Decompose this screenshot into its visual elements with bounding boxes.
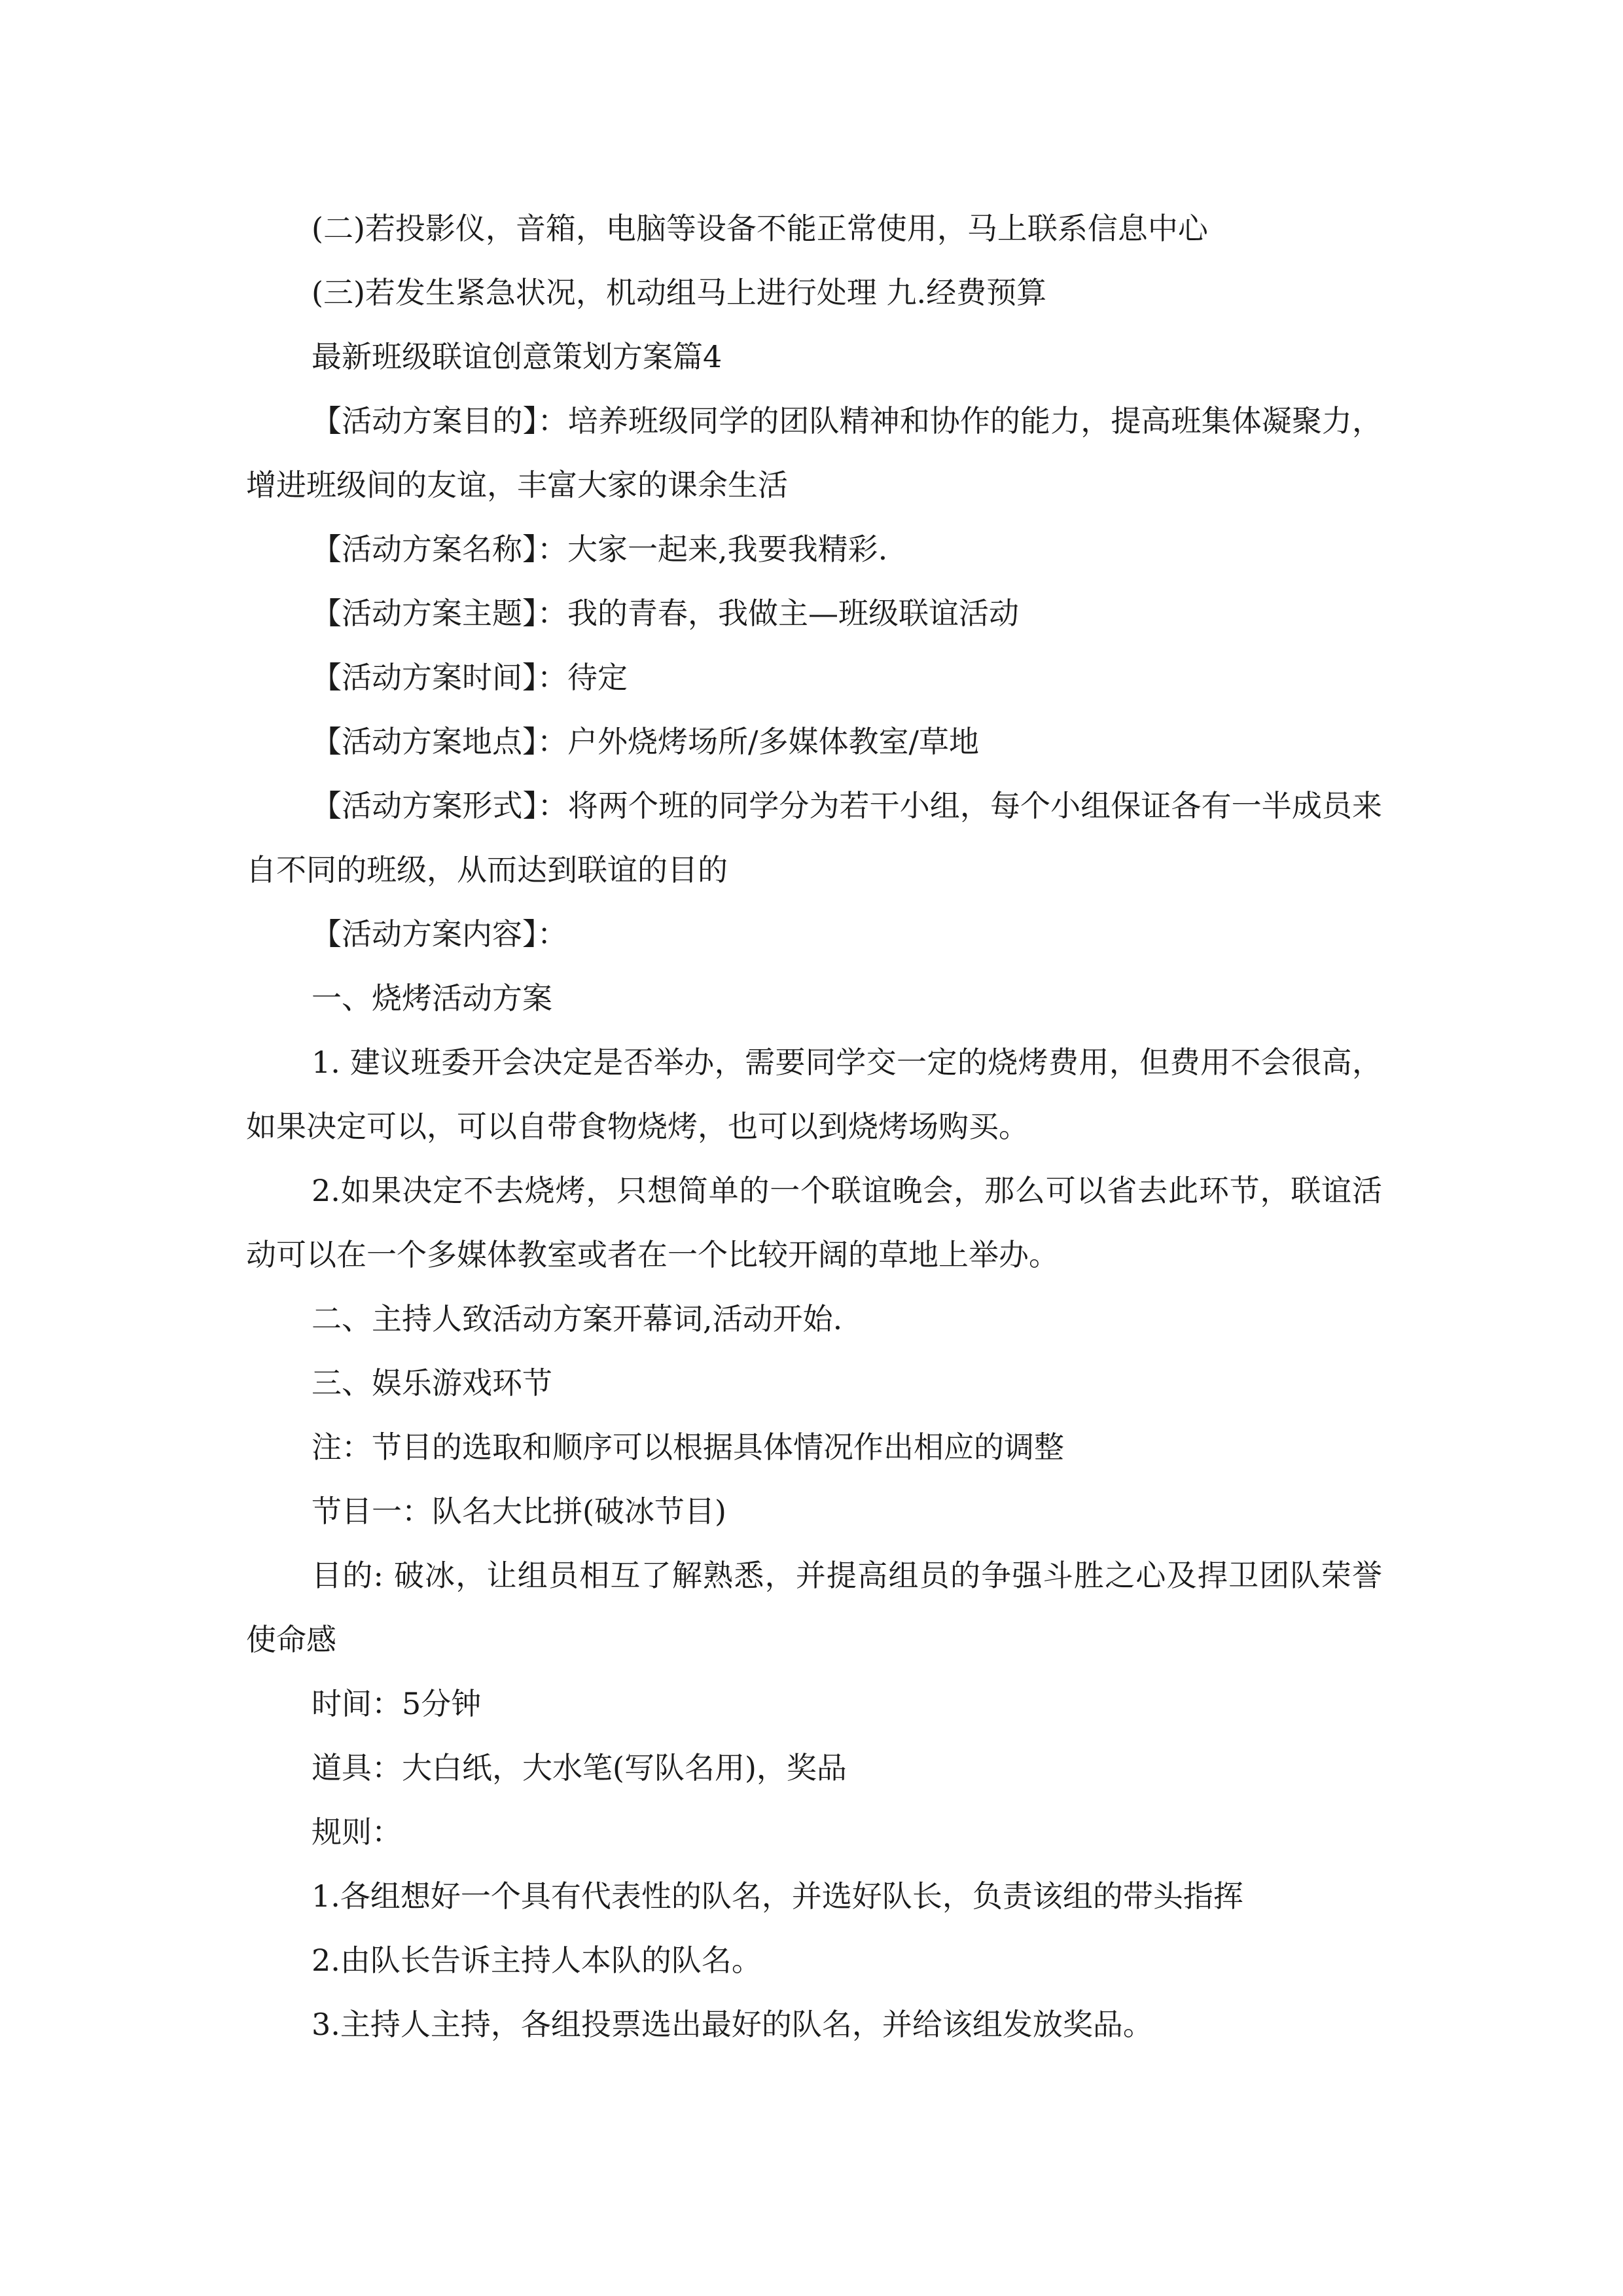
paragraph: 规则： — [312, 1814, 402, 1850]
paragraph: 【活动方案内容】： — [312, 916, 567, 952]
paragraph: 道具：大白纸，大水笔(写队名用)，奖品 — [312, 1750, 847, 1785]
paragraph: 一、烧烤活动方案 — [312, 980, 552, 1016]
paragraph: (二)若投影仪，音箱，电脑等设备不能正常使用，马上联系信息中心 — [312, 211, 1208, 246]
paragraph: 【活动方案时间】：待定 — [312, 660, 628, 695]
paragraph: 【活动方案地点】：户外烧烤场所/多媒体教室/草地 — [312, 724, 979, 759]
paragraph: 【活动方案主题】：我的青春，我做主—班级联谊活动 — [312, 596, 1019, 631]
section-heading: 最新班级联谊创意策划方案篇4 — [312, 339, 722, 374]
paragraph: 节目一：队名大比拼(破冰节目) — [312, 1494, 726, 1529]
paragraph: 2.如果决定不去烧烤，只想简单的一个联谊晚会，那么可以省去此环节，联谊活动可以在一个多媒体教室或者在一个比较开阔的草地上举办。 — [246, 1173, 1382, 1272]
paragraph: 注：节目的选取和顺序可以根据具体情况作出相应的调整 — [312, 1429, 1064, 1465]
paragraph: 1. 建议班委开会决定是否举办，需要同学交一定的烧烤费用，但费用不会很高，如果决定可以，可以自带食物烧烤，也可以到烧烤场购买。 — [246, 1045, 1382, 1144]
paragraph: 时间：5分钟 — [312, 1686, 482, 1721]
document-body — [246, 196, 1382, 2056]
paragraph: 3.主持人主持，各组投票选出最好的队名，并给该组发放奖品。 — [312, 2007, 1153, 2042]
paragraph: 2.由队长告诉主持人本队的队名。 — [312, 1943, 762, 1978]
paragraph: 三、娱乐游戏环节 — [312, 1365, 552, 1401]
paragraph: 二、主持人致活动方案开幕词,活动开始. — [312, 1301, 843, 1336]
paragraph: (三)若发生紧急状况，机动组马上进行处理 九.经费预算 — [312, 275, 1047, 310]
paragraph: 【活动方案目的】：培养班级同学的团队精神和协作的能力，提高班集体凝聚力，增进班级间的友谊，丰富大家的课余生活 — [246, 403, 1382, 503]
paragraph: 1.各组想好一个具有代表性的队名，并选好队长，负责该组的带头指挥 — [312, 1878, 1243, 1914]
paragraph: 目的: 破冰，让组员相互了解熟悉，并提高组员的争强斗胜之心及捍卫团队荣誉使命感 — [246, 1558, 1382, 1657]
paragraph: 【活动方案名称】：大家一起来,我要我精彩. — [312, 531, 888, 567]
paragraph: 【活动方案形式】：将两个班的同学分为若干小组，每个小组保证各有一半成员来自不同的班级，从而达到联谊的目的 — [246, 788, 1382, 888]
